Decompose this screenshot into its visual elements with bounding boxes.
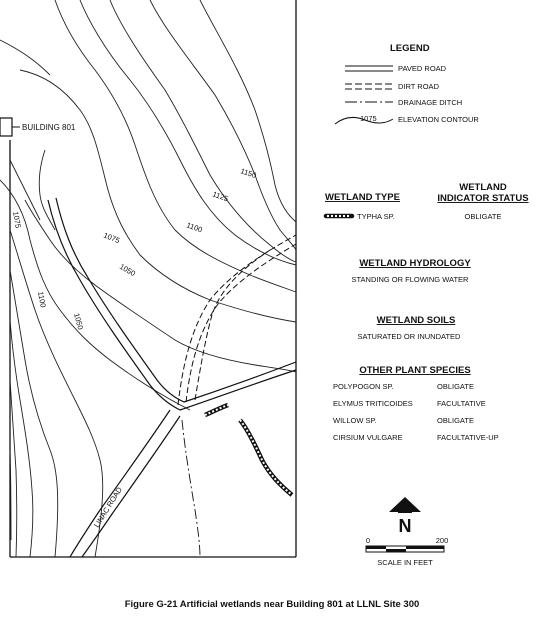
plant-species: ELYMUS TRITICOIDES xyxy=(333,399,413,408)
soils-value: SATURATED OR INUNDATED xyxy=(357,332,461,341)
building-801 xyxy=(0,118,20,136)
wetland-type-section xyxy=(325,182,529,221)
other-plants-heading: OTHER PLANT SPECIES xyxy=(359,365,471,376)
dirt-roads xyxy=(178,235,296,405)
hydrology-section xyxy=(352,258,472,284)
plant-status: OBLIGATE xyxy=(437,416,474,425)
drainage-ditch xyxy=(182,420,200,557)
typha-wetland-patches xyxy=(205,405,292,495)
plant-species: WILLOW SP. xyxy=(333,416,377,425)
contour-label: 1125 xyxy=(211,189,230,204)
contour-label: 1050 xyxy=(72,312,86,331)
legend-item-label: PAVED ROAD xyxy=(398,64,447,73)
wetland-type-heading: WETLAND TYPE xyxy=(325,192,400,203)
dirt-road-line xyxy=(345,84,393,89)
building-label: BUILDING 801 xyxy=(22,123,76,132)
contour-label: 1050 xyxy=(118,261,137,279)
legend-item-label: DIRT ROAD xyxy=(398,82,439,91)
contour-label: 1100 xyxy=(185,220,204,235)
wetland-status: OBLIGATE xyxy=(464,212,502,221)
paved-road-line xyxy=(345,66,393,71)
contour-label: 1075 xyxy=(11,210,23,229)
plant-status: FACULTATIVE xyxy=(437,399,486,408)
road-label: LINAC ROAD xyxy=(92,485,124,530)
legend-item-label: ELEVATION CONTOUR xyxy=(398,115,479,124)
legend-title: LEGEND xyxy=(390,43,430,54)
figure-caption: Figure G-21 Artificial wetlands near Building 801 at LLNL Site 300 xyxy=(124,599,420,610)
north-letter: N xyxy=(398,516,412,536)
contour-label: 1100 xyxy=(36,290,48,309)
contour-label: 1150 xyxy=(239,166,258,180)
other-plants-section xyxy=(333,365,499,442)
soils-section xyxy=(358,315,462,341)
scale-label: SCALE IN FEET xyxy=(377,558,433,567)
wetland-species: TYPHA SP. xyxy=(357,212,395,221)
scale-start: 0 xyxy=(365,536,371,545)
paved-road xyxy=(48,198,296,557)
legend-contour-value: 1075 xyxy=(360,114,377,123)
scale-end: 200 xyxy=(435,536,449,545)
hydrology-heading: WETLAND HYDROLOGY xyxy=(359,258,471,269)
scale-bar xyxy=(366,536,448,567)
contour-label: 1075 xyxy=(102,230,122,246)
plant-species: CIRSIUM VULGARE xyxy=(333,433,403,442)
legend-item-label: DRAINAGE DITCH xyxy=(398,98,463,107)
hydrology-value: STANDING OR FLOWING WATER xyxy=(351,275,469,284)
plant-status: OBLIGATE xyxy=(437,382,474,391)
north-arrow-icon xyxy=(389,497,421,536)
plant-status: FACULTATIVE-UP xyxy=(437,433,499,442)
plant-species: POLYPOGON SP. xyxy=(333,382,394,391)
legend xyxy=(335,43,479,124)
indicator-heading-line1: WETLAND xyxy=(459,182,507,193)
elevation-contours xyxy=(0,0,296,557)
soils-heading: WETLAND SOILS xyxy=(376,315,456,326)
indicator-heading-line2: INDICATOR STATUS xyxy=(437,193,529,204)
